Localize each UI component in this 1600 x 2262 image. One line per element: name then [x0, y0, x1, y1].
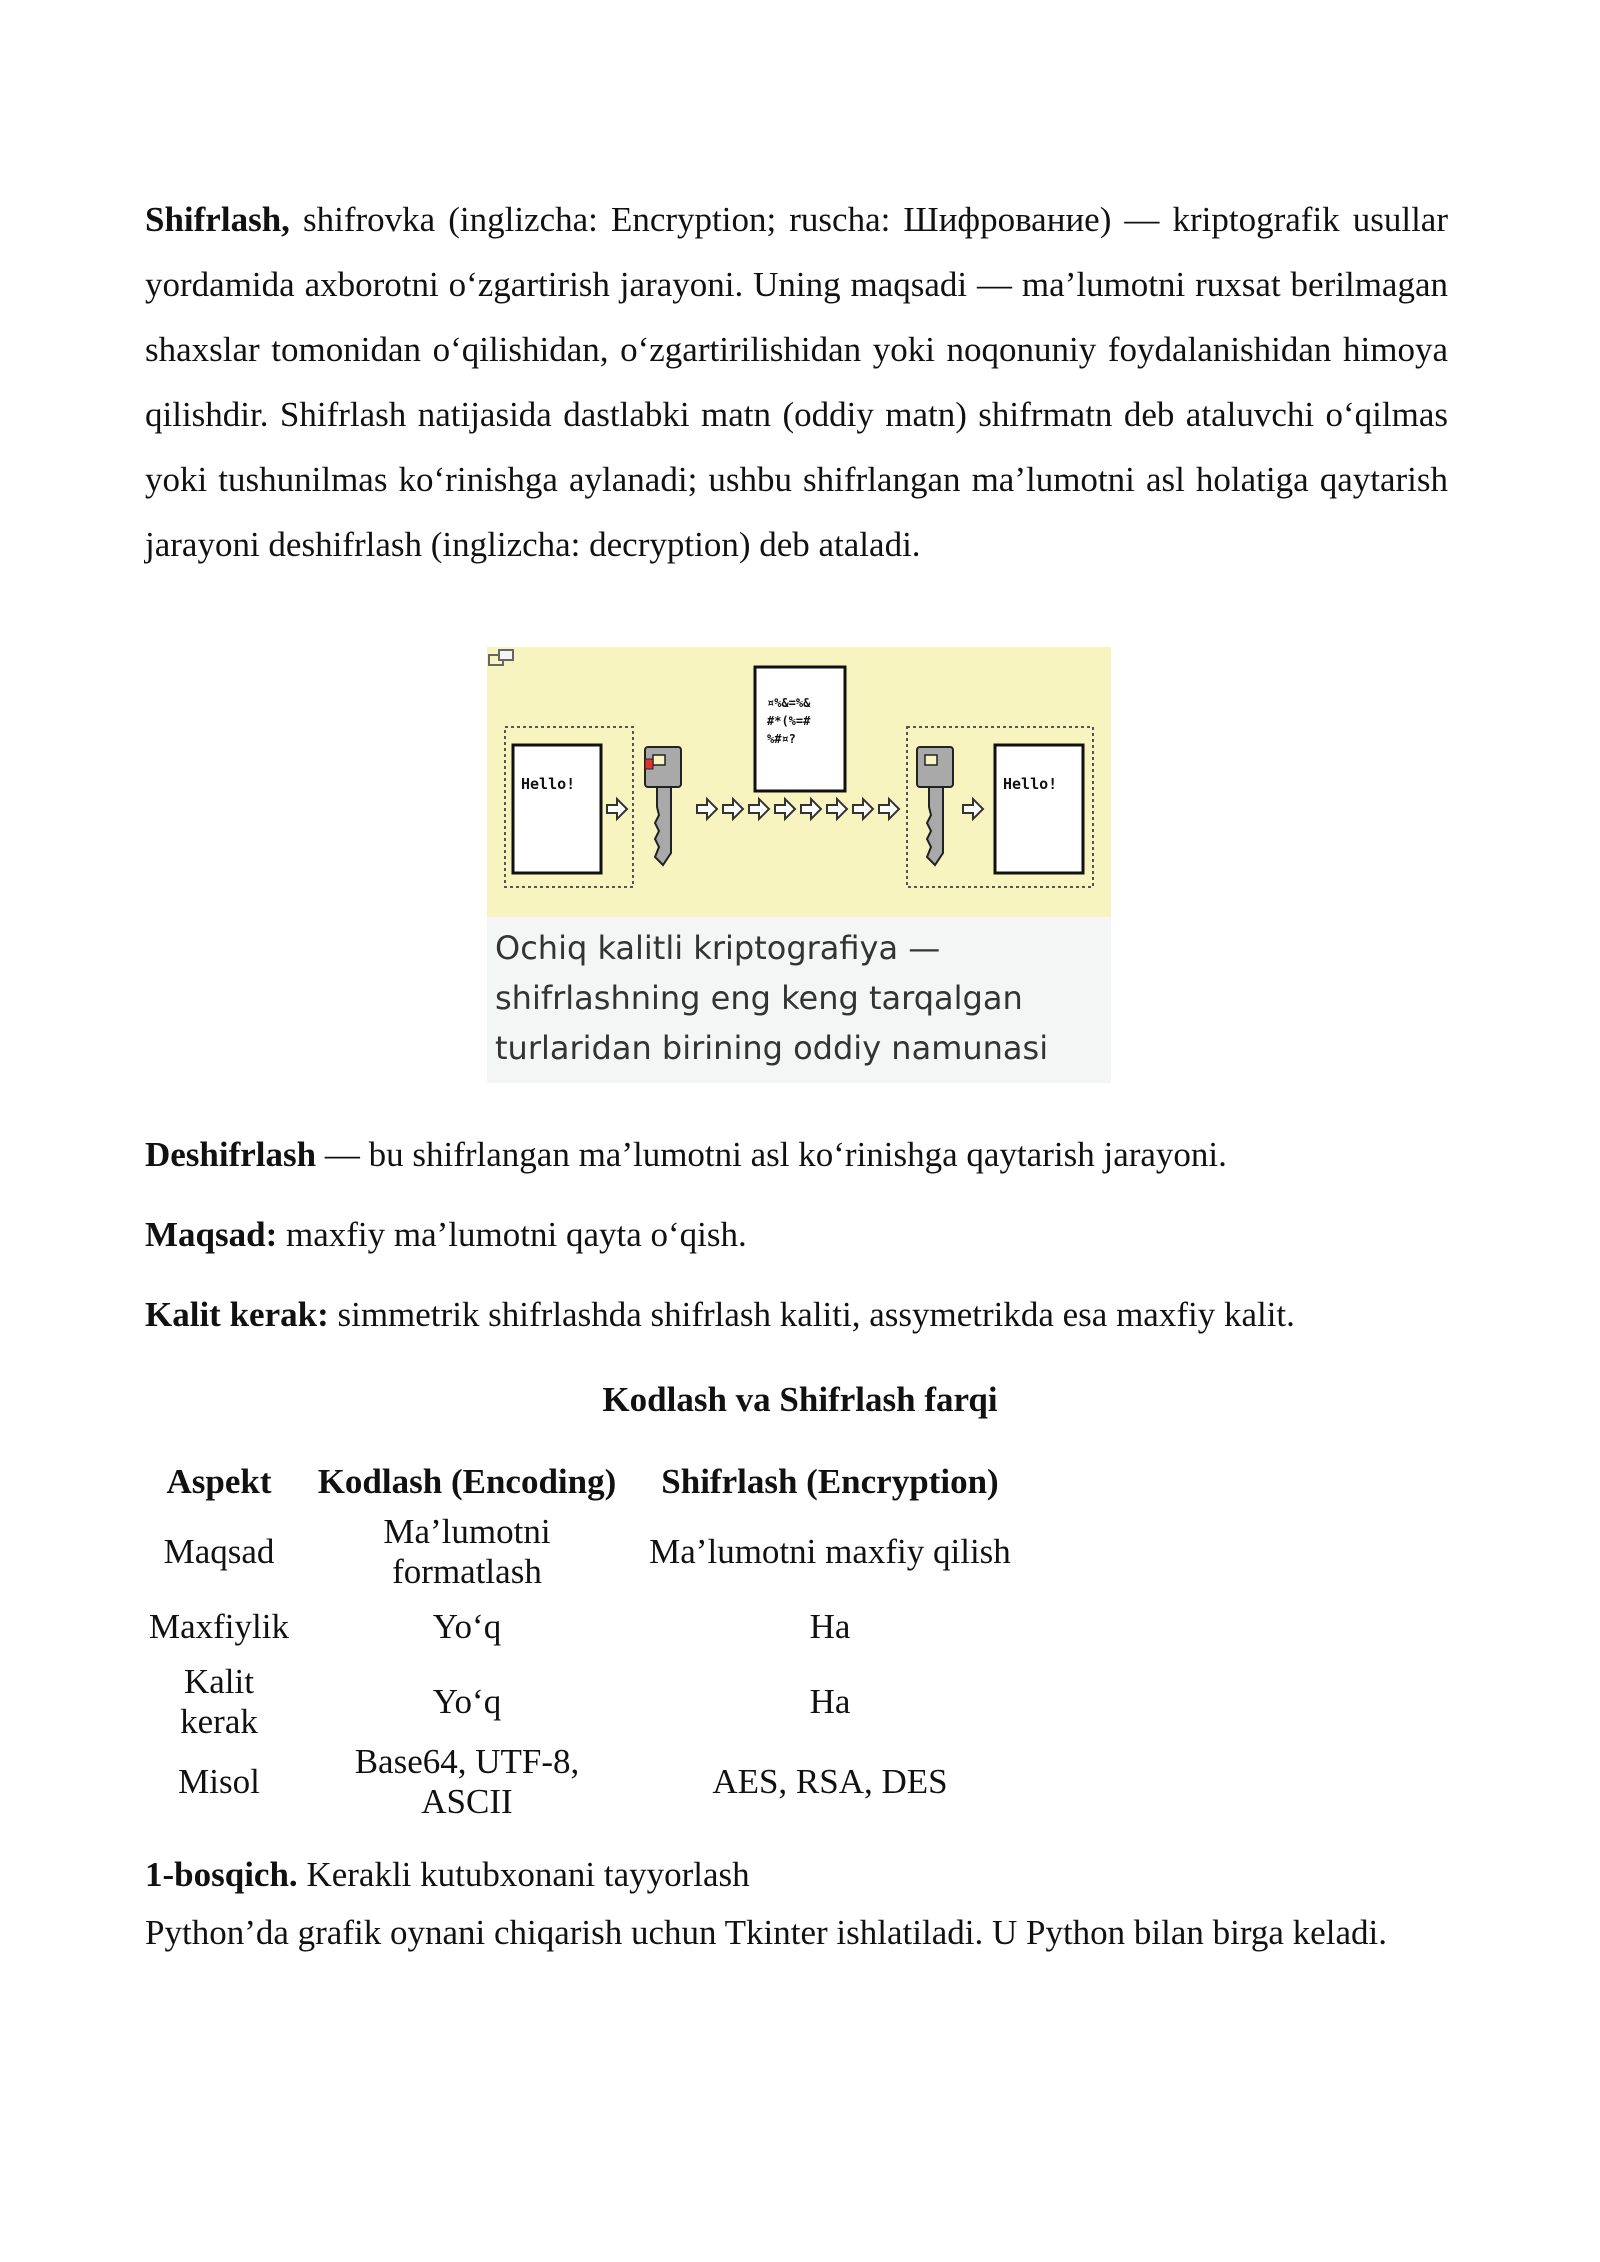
- step-term: 1-bosqich.: [145, 1855, 298, 1894]
- expand-icon[interactable]: [487, 647, 517, 669]
- intro-section: [145, 187, 1448, 577]
- table-row: [140, 1742, 1024, 1822]
- comparison-table: [140, 1452, 1024, 1822]
- table-cell: AES, RSA, DES: [712, 1762, 948, 1801]
- table-cell: Ha: [809, 1607, 851, 1646]
- table-row: [140, 1662, 1024, 1742]
- definition-text: simmetrik shifrlashda shifrlash kaliti, assymetrikda esa maxfiy kalit.: [328, 1295, 1295, 1334]
- figure-caption: Ochiq kalitli kriptografiya — shifrlashning eng keng tarqalgan turlaridan birining oddiy namunasi: [495, 929, 1049, 1067]
- table-cell: Ma’lumotni formatlash: [383, 1512, 551, 1591]
- table-cell: Ma’lumotni maxfiy qilish: [649, 1532, 1011, 1571]
- cipher-line-3: %#¤?: [767, 732, 796, 746]
- plain-text-right: Hello!: [1003, 775, 1058, 793]
- cipher-line-1: ¤%&=%&: [767, 696, 811, 710]
- definition-term: Maqsad:: [145, 1215, 278, 1254]
- table-row: [140, 1512, 1024, 1592]
- definition-maqsad: [145, 1215, 747, 1255]
- intro-text: shifrovka (inglizcha: Encryption; ruscha: Шифрование) — kriptografik usullar yordamida axborotni oʻzgartirish jarayoni. Uning maqsadi — ma’lumotni ruxsat berilmagan shaxslar tomonidan oʻqilishidan, oʻzgartirilishidan yoki noqonuniy foydalanishidan himoya qilishdir. Shifrlash natijasida dastlabki matn (oddiy matn) shifrmatn deb ataluvchi oʻqilmas yoki tushunilmas koʻrinishga aylanadi; ushbu shifrlangan ma’lumotni asl holatiga qaytarish jarayoni deshifrlash (inglizcha: decryption) deb ataladi.: [145, 200, 1448, 564]
- step-heading: [145, 1855, 750, 1895]
- table-cell: Yoʻq: [432, 1607, 502, 1646]
- encryption-diagram: [487, 647, 1111, 922]
- definition-term: Kalit kerak:: [145, 1295, 329, 1334]
- definition-deshifrlash: [145, 1135, 1227, 1175]
- table-header: Shifrlash (Encryption): [661, 1462, 999, 1501]
- table-cell: Ha: [809, 1682, 851, 1721]
- definition-text: — bu shifrlangan ma’lumotni asl koʻrinishga qaytarish jarayoni.: [316, 1135, 1227, 1174]
- table-row: [140, 1592, 1024, 1662]
- cipher-line-2: #*(%=#: [767, 714, 811, 728]
- table-title: Kodlash va Shifrlash farqi: [602, 1380, 998, 1419]
- table-cell: Yoʻq: [432, 1682, 502, 1721]
- definition-term: Deshifrlash: [145, 1135, 317, 1174]
- table-cell: Maxfiylik: [149, 1607, 289, 1646]
- encryption-figure: [487, 647, 1111, 1083]
- plain-text-left: Hello!: [521, 775, 576, 793]
- definition-kalit: [145, 1295, 1295, 1335]
- step-section: [145, 1900, 1448, 1965]
- definition-text: maxfiy ma’lumotni qayta oʻqish.: [277, 1215, 747, 1254]
- table-header: Aspekt: [166, 1462, 272, 1501]
- table-cell: Base64, UTF-8, ASCII: [354, 1742, 580, 1821]
- table-cell: Kalit kerak: [180, 1662, 258, 1741]
- table-cell: Misol: [178, 1762, 260, 1801]
- table-header-row: [140, 1452, 1024, 1512]
- intro-term: Shifrlash,: [145, 200, 290, 239]
- cipher-document: [755, 667, 845, 791]
- plain-document-right: [995, 745, 1083, 873]
- step-title: Kerakli kutubxonani tayyorlash: [297, 1855, 750, 1894]
- step-paragraph: Python’da grafik oynani chiqarish uchun Tkinter ishlatiladi. U Python bilan birga keladi.: [145, 1913, 1387, 1952]
- table-header: Kodlash (Encoding): [317, 1462, 617, 1501]
- table-cell: Maqsad: [163, 1532, 275, 1571]
- plain-document-left: [513, 745, 601, 873]
- intro-paragraph: [145, 187, 1448, 577]
